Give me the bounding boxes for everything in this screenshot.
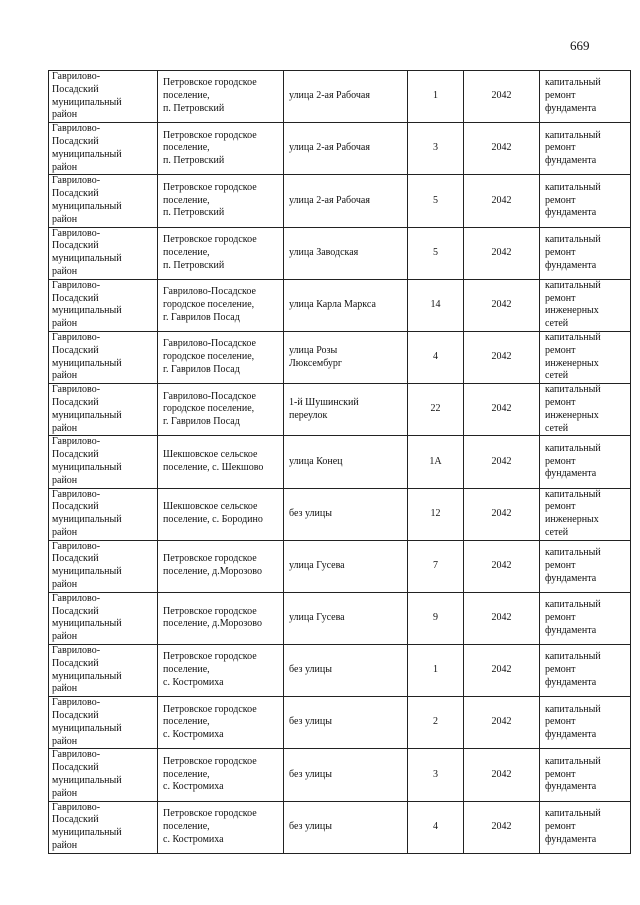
settlement-cell-line: Петровское городское <box>163 651 257 663</box>
house-number-cell: 1 <box>408 71 464 123</box>
district-cell-line: муниципальный <box>52 253 122 265</box>
district-cell-line: муниципальный <box>52 775 122 787</box>
house-number-cell: 9 <box>408 592 464 644</box>
street-cell <box>284 71 408 123</box>
district-cell <box>49 645 158 697</box>
district-cell-line: Гаврилово- <box>52 71 101 82</box>
district-cell-line: район <box>52 683 78 695</box>
district-cell-line: Посадский <box>52 240 99 252</box>
district-cell-line: район <box>52 109 78 121</box>
settlement-cell <box>158 488 284 540</box>
work-type-cell-line: капитальный <box>545 129 601 141</box>
work-type-cell-line: сетей <box>545 318 569 330</box>
work-type-cell-line: ремонт <box>545 344 576 356</box>
district-cell-line: район <box>52 579 78 591</box>
work-type-cell-line: капитальный <box>545 651 601 663</box>
work-type-cell-line: ремонт <box>545 292 576 304</box>
work-type-cell-line: капитальный <box>545 703 601 715</box>
settlement-cell <box>158 645 284 697</box>
settlement-cell <box>158 749 284 801</box>
street-cell-line: Люксембург <box>289 357 342 369</box>
district-cell <box>49 697 158 749</box>
work-type-cell <box>540 488 631 540</box>
district-cell <box>49 175 158 227</box>
district-cell-line: район <box>52 526 78 538</box>
work-type-cell-line: ремонт <box>545 820 576 832</box>
district-cell-line: район <box>52 840 78 852</box>
settlement-cell-line: поселение, с. Шекшово <box>163 461 264 473</box>
street-cell <box>284 384 408 436</box>
table-row <box>49 645 631 697</box>
settlement-cell-line: городское поселение, <box>163 403 255 415</box>
settlement-cell-line: Петровское городское <box>163 233 257 245</box>
district-cell-line: Гаврилово- <box>52 488 101 500</box>
repair-schedule-table <box>48 70 631 854</box>
settlement-cell-line: г. Гаврилов Посад <box>163 363 240 375</box>
house-number-cell: 14 <box>408 279 464 331</box>
year-cell: 2042 <box>464 801 540 853</box>
district-cell-line: муниципальный <box>52 670 122 682</box>
work-type-cell <box>540 801 631 853</box>
settlement-cell-line: поселение, с. Бородино <box>163 514 263 526</box>
settlement-cell-line: Петровское городское <box>163 77 257 89</box>
settlement-cell-line: Петровское городское <box>163 605 257 617</box>
work-type-cell-line: фундамента <box>545 102 597 114</box>
work-type-cell <box>540 279 631 331</box>
work-type-cell <box>540 436 631 488</box>
work-type-cell <box>540 697 631 749</box>
settlement-cell-line: Шекшовское сельское <box>163 449 258 461</box>
district-cell-line: муниципальный <box>52 357 122 369</box>
district-cell-line: Посадский <box>52 83 99 95</box>
street-cell-line: переулок <box>289 409 328 421</box>
work-type-cell <box>540 384 631 436</box>
district-cell <box>49 71 158 123</box>
work-type-cell-line: ремонт <box>545 455 576 467</box>
street-cell-line: без улицы <box>289 664 332 676</box>
settlement-cell-line: п. Петровский <box>163 259 225 271</box>
district-cell-line: Гаврилово- <box>52 801 101 813</box>
work-type-cell-line: фундамента <box>545 781 597 793</box>
district-cell-line: Посадский <box>52 762 99 774</box>
settlement-cell-line: поселение, <box>163 194 210 206</box>
settlement-cell-line: Гаврилово-Посадское <box>163 338 256 350</box>
district-cell-line: Посадский <box>52 553 99 565</box>
work-type-cell-line: ремонт <box>545 501 576 513</box>
settlement-cell-line: поселение, <box>163 768 210 780</box>
settlement-cell-line: с. Костромиха <box>163 833 224 845</box>
district-cell-line: Гаврилово- <box>52 175 101 187</box>
house-number-cell: 3 <box>408 123 464 175</box>
district-cell-line: муниципальный <box>52 722 122 734</box>
work-type-cell-line: инженерных <box>545 514 599 526</box>
year-cell: 2042 <box>464 540 540 592</box>
house-number-cell: 5 <box>408 227 464 279</box>
settlement-cell-line: Петровское городское <box>163 553 257 565</box>
settlement-cell <box>158 436 284 488</box>
year-cell: 2042 <box>464 749 540 801</box>
work-type-cell-line: капитальный <box>545 808 601 820</box>
district-cell-line: Посадский <box>52 292 99 304</box>
table-row <box>49 592 631 644</box>
district-cell <box>49 384 158 436</box>
district-cell-line: район <box>52 213 78 225</box>
street-cell <box>284 123 408 175</box>
district-cell-line: муниципальный <box>52 514 122 526</box>
district-cell-line: муниципальный <box>52 148 122 160</box>
settlement-cell <box>158 175 284 227</box>
table-row <box>49 801 631 853</box>
settlement-cell <box>158 592 284 644</box>
work-type-cell-line: капитальный <box>545 442 601 454</box>
district-cell <box>49 227 158 279</box>
district-cell <box>49 801 158 853</box>
house-number-cell: 4 <box>408 331 464 383</box>
district-cell-line: Посадский <box>52 814 99 826</box>
work-type-cell-line: фундамента <box>545 833 597 845</box>
table-row <box>49 71 631 123</box>
street-cell <box>284 645 408 697</box>
work-type-cell-line: фундамента <box>545 207 597 219</box>
work-type-cell-line: ремонт <box>545 612 576 624</box>
street-cell-line: улица 2-ая Рабочая <box>289 142 370 154</box>
settlement-cell-line: поселение, д.Морозово <box>163 618 262 630</box>
work-type-cell-line: фундамента <box>545 624 597 636</box>
work-type-cell-line: ремонт <box>545 142 576 154</box>
district-cell <box>49 749 158 801</box>
district-cell-line: Гаврилово- <box>52 384 101 396</box>
district-cell-line: Гаврилово- <box>52 279 101 291</box>
settlement-cell-line: Шекшовское сельское <box>163 501 258 513</box>
district-cell-line: Гаврилово- <box>52 540 101 552</box>
district-cell-line: Гаврилово- <box>52 749 101 761</box>
year-cell: 2042 <box>464 592 540 644</box>
district-cell-line: Гаврилово- <box>52 436 101 448</box>
district-cell-line: Посадский <box>52 657 99 669</box>
district-cell-line: муниципальный <box>52 305 122 317</box>
table-row <box>49 488 631 540</box>
settlement-cell-line: Петровское городское <box>163 181 257 193</box>
work-type-cell-line: ремонт <box>545 664 576 676</box>
work-type-cell-line: капитальный <box>545 331 601 343</box>
work-type-cell-line: инженерных <box>545 305 599 317</box>
table-row <box>49 331 631 383</box>
street-cell <box>284 749 408 801</box>
street-cell-line: улица Гусева <box>289 612 345 624</box>
district-cell-line: муниципальный <box>52 409 122 421</box>
house-number-cell: 22 <box>408 384 464 436</box>
district-cell <box>49 279 158 331</box>
settlement-cell <box>158 123 284 175</box>
settlement-cell <box>158 801 284 853</box>
district-cell-line: муниципальный <box>52 461 122 473</box>
work-type-cell-line: фундамента <box>545 677 597 689</box>
house-number-cell: 3 <box>408 749 464 801</box>
street-cell <box>284 801 408 853</box>
district-cell-line: Гаврилово- <box>52 645 101 657</box>
district-cell-line: Посадский <box>52 710 99 722</box>
work-type-cell-line: ремонт <box>545 559 576 571</box>
district-cell-line: Посадский <box>52 135 99 147</box>
work-type-cell-line: капитальный <box>545 755 601 767</box>
district-cell-line: муниципальный <box>52 566 122 578</box>
settlement-cell-line: г. Гаврилов Посад <box>163 416 240 428</box>
work-type-cell <box>540 331 631 383</box>
district-cell-line: район <box>52 474 78 486</box>
settlement-cell <box>158 227 284 279</box>
settlement-cell-line: Гаврилово-Посадское <box>163 286 256 298</box>
work-type-cell-line: ремонт <box>545 768 576 780</box>
district-cell-line: муниципальный <box>52 200 122 212</box>
district-cell-line: муниципальный <box>52 827 122 839</box>
work-type-cell-line: капитальный <box>545 279 601 291</box>
house-number-cell: 2 <box>408 697 464 749</box>
street-cell <box>284 279 408 331</box>
district-cell-line: Посадский <box>52 605 99 617</box>
table-row <box>49 436 631 488</box>
table-row <box>49 175 631 227</box>
work-type-cell-line: капитальный <box>545 233 601 245</box>
page-number: 669 <box>570 38 590 53</box>
district-cell-line: Посадский <box>52 396 99 408</box>
settlement-cell <box>158 697 284 749</box>
settlement-cell-line: с. Костромиха <box>163 781 224 793</box>
street-cell <box>284 436 408 488</box>
street-cell <box>284 540 408 592</box>
district-cell-line: Гаврилово- <box>52 331 101 343</box>
work-type-cell-line: ремонт <box>545 716 576 728</box>
year-cell: 2042 <box>464 71 540 123</box>
year-cell: 2042 <box>464 436 540 488</box>
work-type-cell-line: сетей <box>545 526 569 538</box>
district-cell-line: Посадский <box>52 449 99 461</box>
year-cell: 2042 <box>464 175 540 227</box>
work-type-cell <box>540 749 631 801</box>
work-type-cell-line: сетей <box>545 422 569 434</box>
district-cell-line: район <box>52 735 78 747</box>
work-type-cell-line: фундамента <box>545 468 597 480</box>
settlement-cell-line: городское поселение, <box>163 298 255 310</box>
work-type-cell-line: сетей <box>545 370 569 382</box>
table-row <box>49 227 631 279</box>
table-row <box>49 697 631 749</box>
street-cell-line: улица Карла Маркса <box>289 298 376 310</box>
work-type-cell-line: ремонт <box>545 396 576 408</box>
settlement-cell-line: с. Костромиха <box>163 729 224 741</box>
work-type-cell <box>540 645 631 697</box>
district-cell-line: Посадский <box>52 501 99 513</box>
street-cell-line: без улицы <box>289 716 332 728</box>
house-number-cell: 7 <box>408 540 464 592</box>
settlement-cell-line: г. Гаврилов Посад <box>163 311 240 323</box>
district-cell-line: Гаврилово- <box>52 227 101 239</box>
street-cell <box>284 331 408 383</box>
street-cell-line: 1-й Шушинский <box>289 396 359 408</box>
district-cell <box>49 123 158 175</box>
work-type-cell-line: капитальный <box>545 77 601 89</box>
district-cell-line: Посадский <box>52 344 99 356</box>
district-cell-line: район <box>52 787 78 799</box>
settlement-cell-line: с. Костромиха <box>163 677 224 689</box>
work-type-cell-line: фундамента <box>545 155 597 167</box>
work-type-cell-line: фундамента <box>545 259 597 271</box>
house-number-cell: 4 <box>408 801 464 853</box>
work-type-cell-line: капитальный <box>545 599 601 611</box>
settlement-cell-line: поселение, д.Морозово <box>163 566 262 578</box>
work-type-cell-line: инженерных <box>545 357 599 369</box>
settlement-cell-line: поселение, <box>163 716 210 728</box>
table-row <box>49 123 631 175</box>
district-cell-line: район <box>52 265 78 277</box>
table-body <box>49 71 631 854</box>
street-cell-line: улица Конец <box>289 455 343 467</box>
work-type-cell <box>540 540 631 592</box>
work-type-cell <box>540 227 631 279</box>
street-cell <box>284 488 408 540</box>
settlement-cell-line: поселение, <box>163 142 210 154</box>
year-cell: 2042 <box>464 331 540 383</box>
work-type-cell-line: ремонт <box>545 194 576 206</box>
work-type-cell <box>540 123 631 175</box>
street-cell-line: улица 2-ая Рабочая <box>289 194 370 206</box>
work-type-cell <box>540 592 631 644</box>
work-type-cell-line: ремонт <box>545 246 576 258</box>
year-cell: 2042 <box>464 279 540 331</box>
street-cell <box>284 697 408 749</box>
house-number-cell: 1А <box>408 436 464 488</box>
work-type-cell-line: капитальный <box>545 181 601 193</box>
settlement-cell-line: Петровское городское <box>163 129 257 141</box>
work-type-cell <box>540 71 631 123</box>
house-number-cell: 1 <box>408 645 464 697</box>
work-type-cell-line: капитальный <box>545 547 601 559</box>
work-type-cell-line: фундамента <box>545 729 597 741</box>
district-cell-line: Гаврилово- <box>52 592 101 604</box>
street-cell-line: улица Гусева <box>289 559 345 571</box>
settlement-cell-line: Гаврилово-Посадское <box>163 390 256 402</box>
district-cell-line: муниципальный <box>52 618 122 630</box>
settlement-cell-line: п. Петровский <box>163 207 225 219</box>
house-number-cell: 12 <box>408 488 464 540</box>
settlement-cell <box>158 71 284 123</box>
street-cell-line: без улицы <box>289 820 332 832</box>
table-row <box>49 279 631 331</box>
settlement-cell-line: городское поселение, <box>163 351 255 363</box>
year-cell: 2042 <box>464 645 540 697</box>
settlement-cell-line: Петровское городское <box>163 755 257 767</box>
settlement-cell-line: поселение, <box>163 246 210 258</box>
settlement-cell-line: поселение, <box>163 664 210 676</box>
work-type-cell-line: ремонт <box>545 90 576 102</box>
year-cell: 2042 <box>464 123 540 175</box>
settlement-cell <box>158 279 284 331</box>
district-cell <box>49 331 158 383</box>
street-cell-line: улица 2-ая Рабочая <box>289 90 370 102</box>
district-cell <box>49 488 158 540</box>
settlement-cell-line: Петровское городское <box>163 808 257 820</box>
district-cell <box>49 436 158 488</box>
street-cell <box>284 592 408 644</box>
district-cell-line: район <box>52 370 78 382</box>
settlement-cell-line: Петровское городское <box>163 703 257 715</box>
settlement-cell <box>158 384 284 436</box>
district-cell-line: район <box>52 318 78 330</box>
year-cell: 2042 <box>464 488 540 540</box>
district-cell-line: Посадский <box>52 188 99 200</box>
district-cell-line: район <box>52 161 78 173</box>
district-cell-line: Гаврилово- <box>52 697 101 709</box>
district-cell <box>49 540 158 592</box>
year-cell: 2042 <box>464 227 540 279</box>
street-cell <box>284 175 408 227</box>
settlement-cell-line: поселение, <box>163 90 210 102</box>
settlement-cell-line: поселение, <box>163 820 210 832</box>
district-cell <box>49 592 158 644</box>
settlement-cell <box>158 540 284 592</box>
street-cell <box>284 227 408 279</box>
work-type-cell-line: инженерных <box>545 409 599 421</box>
work-type-cell <box>540 175 631 227</box>
table-row <box>49 749 631 801</box>
settlement-cell-line: п. Петровский <box>163 102 225 114</box>
house-number-cell: 5 <box>408 175 464 227</box>
work-type-cell-line: капитальный <box>545 488 601 500</box>
year-cell: 2042 <box>464 384 540 436</box>
settlement-cell <box>158 331 284 383</box>
street-cell-line: улица Розы <box>289 344 338 356</box>
settlement-cell-line: п. Петровский <box>163 155 225 167</box>
district-cell-line: район <box>52 422 78 434</box>
year-cell: 2042 <box>464 697 540 749</box>
district-cell-line: муниципальный <box>52 96 122 108</box>
district-cell-line: район <box>52 631 78 643</box>
table-row <box>49 540 631 592</box>
work-type-cell-line: фундамента <box>545 572 597 584</box>
work-type-cell-line: капитальный <box>545 384 601 396</box>
street-cell-line: улица Заводская <box>289 246 359 258</box>
street-cell-line: без улицы <box>289 768 332 780</box>
table-row <box>49 384 631 436</box>
district-cell-line: Гаврилово- <box>52 123 101 135</box>
street-cell-line: без улицы <box>289 507 332 519</box>
